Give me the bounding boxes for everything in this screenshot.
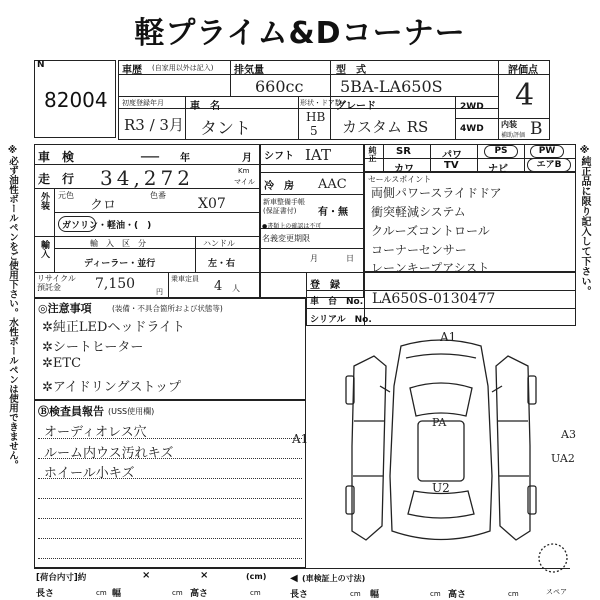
inspector-line-2: ルーム内ウス汚れキズ — [44, 446, 174, 461]
score-value: 4 — [515, 78, 535, 113]
shape-label: 形状・ドア数 — [300, 99, 342, 107]
grade-label: グレード — [336, 101, 376, 112]
diagram-mark-a3: A3 — [561, 428, 576, 441]
inspector-title: 検査員報告 — [49, 405, 104, 418]
width-label: 幅 — [112, 589, 122, 599]
fuel-options: ガソリン・軽油・( ) — [62, 221, 152, 231]
inspector-line-1: オーディオレス穴 — [44, 425, 147, 440]
first-reg-value: R3 / 3月 — [124, 116, 184, 134]
inspection-label: 車 検 — [38, 150, 75, 164]
diagram-mark-a1-top: A1 — [440, 330, 457, 344]
length-cm: cm — [96, 589, 107, 597]
selling-point-5: レーンキープアシスト — [371, 261, 490, 275]
color-label: 元色 — [58, 191, 74, 200]
interior-label: 内装 — [501, 120, 517, 129]
grade-value: カスタム RS — [342, 118, 429, 136]
import-value: ディーラー・並行 — [84, 259, 156, 269]
notes-circle-icon: ◎ — [38, 302, 48, 315]
manual-value: 有・無 — [318, 207, 348, 218]
seal-note: (車検証上の寸法) — [302, 574, 366, 583]
shape-value: HB — [306, 110, 326, 124]
aircon-label: 冷 房 — [264, 181, 294, 192]
opt-tv: TV — [444, 160, 459, 171]
inspector-label — [38, 403, 104, 419]
recycle-unit: 円 — [156, 288, 163, 296]
inspector-sub: (USS使用欄) — [108, 407, 155, 416]
opt-pw: PW — [530, 145, 564, 158]
shift-value: IAT — [305, 146, 331, 164]
side-note-left: ※必ず油性ボールペンをご使用下さい。水性ボールペンは使用できません。 — [7, 145, 18, 470]
exterior-label: 外装 — [39, 192, 49, 210]
mile-label: マイル — [234, 178, 255, 186]
seal-arrow-icon: ◀ — [290, 573, 298, 584]
interior-sub: 補助評価 — [501, 132, 526, 139]
import-label: 輸入 — [39, 240, 49, 258]
capacity-value: 4 — [214, 279, 223, 294]
manual-note: ●書類上の確認は不可 — [262, 223, 322, 230]
selling-point-1: 両側パワースライドドア — [371, 186, 502, 200]
model-value: 5BA-LA650S — [340, 77, 443, 96]
height-cm: cm — [250, 589, 261, 597]
car-diagram — [306, 326, 576, 576]
capacity-unit: 人 — [232, 284, 240, 293]
opt-pawa: パワ — [442, 150, 462, 161]
inspection-dash: — — [140, 143, 160, 167]
side-note-right: ※純正品に限り記入して下さい。 — [579, 145, 590, 296]
cargo-x2: × — [200, 570, 209, 581]
inspector-b-icon: Ⓑ — [38, 405, 49, 418]
recycle-label: リサイクル 預託金 — [37, 274, 76, 292]
lot-number: 82004 — [44, 88, 108, 112]
displacement-value: 660cc — [255, 77, 304, 96]
name-change-label: 名義変更期限 — [262, 234, 310, 243]
interior-value: B — [530, 119, 543, 139]
selling-point-4: コーナーセンサー — [371, 243, 467, 257]
doors-value: 5 — [310, 124, 318, 138]
height-label: 高さ — [190, 589, 209, 599]
first-reg-label: 初度登録年月 — [122, 99, 164, 107]
note-item-2: ✲シートヒーター — [42, 340, 144, 355]
footer-height-cm: cm — [508, 590, 519, 598]
recycle-value: 7,150 — [95, 276, 136, 292]
handle-label: ハンドル — [203, 239, 235, 248]
sheet-title: 軽プライム&Dコーナー — [134, 16, 466, 51]
name-change-month: 月 — [310, 254, 318, 263]
color-no-label: 色番 — [150, 191, 166, 200]
notes-title: 注意事項 — [47, 302, 92, 315]
drive-4wd: 4WD — [460, 124, 484, 134]
displacement-label: 排気量 — [234, 65, 264, 76]
width-cm: cm — [172, 589, 183, 597]
score-label: 評価点 — [508, 65, 538, 76]
footer-length-cm: cm — [350, 590, 361, 598]
chassis-value: LA650S-0130477 — [372, 291, 496, 307]
inspection-year: 年 — [180, 153, 190, 164]
mileage-label: 走 行 — [38, 172, 75, 186]
history-label: 車歴 — [122, 65, 142, 76]
car-name-value: タント — [200, 119, 251, 139]
opt-kawa: カワ — [394, 164, 414, 175]
selling-points-label: セールスポイント — [368, 175, 432, 184]
note-item-3: ✲ETC — [42, 356, 82, 371]
inspection-month: 月 — [242, 153, 252, 164]
opt-ps: PS — [484, 145, 518, 158]
chassis-label: 車 台 No. — [310, 297, 364, 307]
opt-sr: SR — [396, 146, 411, 157]
diagram-mark-ua2: UA2 — [551, 452, 575, 465]
handle-value: 左・右 — [208, 259, 236, 269]
note-item-1: ✲純正LEDヘッドライト — [42, 320, 186, 335]
footer-width-cm: cm — [430, 590, 441, 598]
capacity-label: 乗車定員 — [171, 275, 199, 283]
footer-height-label: 高さ — [448, 590, 467, 600]
model-label: 型 式 — [336, 65, 366, 76]
selling-point-2: 衝突軽減システム — [371, 205, 466, 219]
manual-label: 新車整備手帳 (保証書付) — [263, 198, 305, 215]
km-label: Km — [238, 167, 250, 175]
notes-sub: (装備・不具合箇所および状態等) — [112, 304, 223, 313]
length-label: 長さ — [36, 589, 55, 599]
shift-label: シフト — [264, 151, 294, 162]
opt-airbag: エアB — [527, 158, 571, 172]
footer-width-label: 幅 — [370, 590, 380, 600]
inspector-line-3: ホイール小キズ — [44, 466, 135, 481]
spare-label: スペア — [546, 588, 567, 596]
cargo-label: [荷台内寸]約 — [36, 573, 87, 583]
diagram-mark-a1-left: A1 — [292, 432, 309, 446]
color-no-value: X07 — [198, 196, 226, 212]
cargo-unit: (cm) — [246, 572, 267, 581]
diagram-mark-pa: PA — [432, 416, 447, 429]
lot-mark: N — [37, 60, 45, 70]
import-col: 輸 入 区 分 — [90, 239, 146, 248]
serial-label: シリアル No. — [310, 315, 372, 325]
footer-length-label: 長さ — [290, 590, 309, 600]
cargo-x1: × — [142, 570, 151, 581]
name-change-day: 日 — [346, 254, 354, 263]
notes-label — [38, 300, 92, 316]
registration-label: 登 録 — [310, 280, 340, 291]
color-value: クロ — [90, 198, 117, 213]
drive-2wd: 2WD — [460, 102, 484, 112]
diagram-mark-u2: U2 — [432, 481, 450, 495]
mileage-value: 34,272 — [100, 166, 194, 190]
car-name-label: 車 名 — [190, 101, 220, 112]
history-note: (自家用以外は記入) — [152, 64, 214, 72]
note-item-4: ✲アイドリングストップ — [42, 380, 181, 395]
opt-navi: ナビ — [488, 164, 508, 175]
selling-point-3: クルーズコントロール — [371, 224, 490, 238]
genuine-label: 純正 — [368, 146, 377, 162]
aircon-value: AAC — [318, 177, 347, 192]
